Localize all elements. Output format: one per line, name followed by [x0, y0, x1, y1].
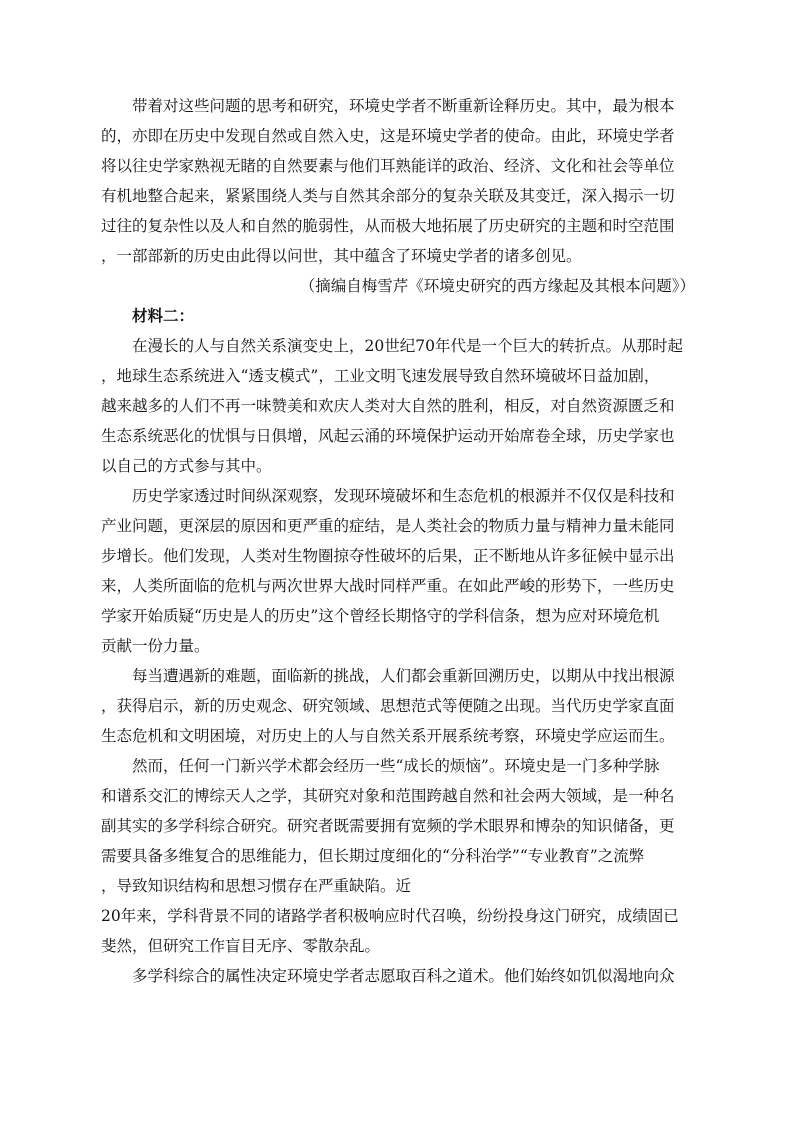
paragraph-line: 过往的复杂性以及人和自然的脆弱性，从而极大地拓展了历史研究的主题和时空范围: [101, 217, 675, 235]
paragraph-line: 学家开始质疑“历史是人的历史”这个曾经长期恪守的学科信条，想为应对环境危机: [101, 607, 660, 625]
paragraph-line: 越来越多的人们不再一味赞美和欢庆人类对大自然的胜利，相反，对自然资源匮乏和: [101, 397, 675, 415]
paragraph-line: 历史学家透过时间纵深观察，发现环境破坏和生态危机的根源并不仅仅是科技和: [101, 487, 675, 505]
paragraph-line: 多学科综合的属性决定环境史学者志愿取百科之道术。他们始终如饥似渴地向众: [101, 967, 675, 985]
paragraph-line: 20年来，学科背景不同的诸路学者积极响应时代召唤，纷纷投身这门研究，成绩固已: [101, 907, 679, 925]
paragraph-line: ，获得启示，新的历史观念、研究领域、思想范式等便随之出现。当代历史学家直面: [101, 697, 675, 715]
paragraph-line: 生态系统恶化的忧惧与日俱增，风起云涌的环境保护运动开始席卷全球，历史学家也: [101, 427, 675, 445]
paragraph-line: 来，人类所面临的危机与两次世界大战时同样严重。在如此严峻的形势下，一些历史: [101, 577, 675, 595]
paragraph-line: 以自己的方式参与其中。: [101, 457, 272, 475]
paragraph-line: 斐然，但研究工作盲目无序、零散杂乱。: [101, 937, 381, 955]
paragraph-line: 然而，任何一门新兴学术都会经历一些“成长的烦恼”。环境史是一门多种学脉: [101, 757, 660, 775]
paragraph-line: 需要具备多维复合的思维能力，但长期过度细化的“分科治学”“专业教育”之流弊: [101, 847, 645, 865]
paragraph-line: 带着对这些问题的思考和研究，环境史学者不断重新诠释历史。其中，最为根本: [101, 97, 675, 115]
paragraph-line: 和谱系交汇的博综天人之学，其研究对象和范围跨越自然和社会两大领域，是一种名: [101, 787, 675, 805]
paragraph-line: 贡献一份力量。: [101, 637, 210, 655]
paragraph-line: 的，亦即在历史中发现自然或自然入史，这是环境史学者的使命。由此，环境史学者: [101, 127, 675, 145]
paragraph-line: 将以往史学家熟视无睹的自然要素与他们耳熟能详的政治、经济、文化和社会等单位: [101, 157, 675, 175]
paragraph-line: 副其实的多学科综合研究。研究者既需要拥有宽频的学术眼界和博杂的知识储备，更: [101, 817, 675, 835]
paragraph-line: 每当遭遇新的难题，面临新的挑战，人们都会重新回溯历史，以期从中找出根源: [101, 667, 675, 685]
section-heading: 材料二：: [101, 306, 195, 325]
paragraph-line: 在漫长的人与自然关系演变史上，20世纪70年代是一个巨大的转折点。从那时起: [101, 337, 683, 355]
paragraph-line: ，导致知识结构和思想习惯存在严重缺陷。近: [101, 877, 412, 895]
source-citation: （摘编自梅雪芹《环境史研究的西方缘起及其根本问题》）: [299, 277, 695, 295]
paragraph-line: 有机地整合起来，紧紧围绕人类与自然其余部分的复杂关联及其变迁，深入揭示一切: [101, 187, 675, 205]
paragraph-line: 生态危机和文明困境，对历史上的人与自然关系开展系统考察，环境史学应运而生。: [101, 727, 675, 745]
paragraph-line: ，一部部新的历史由此得以问世，其中蕴含了环境史学者的诸多创见。: [101, 247, 582, 265]
paragraph-line: 步增长。他们发现，人类对生物圈掠夺性破坏的后果，正不断地从许多征候中显示出: [101, 547, 675, 565]
paragraph-line: ，地球生态系统进入“透支模式”，工业文明飞速发展导致自然环境破坏日益加剧，: [101, 367, 660, 385]
paragraph-line: 产业问题，更深层的原因和更严重的症结，是人类社会的物质力量与精神力量未能同: [101, 517, 675, 535]
